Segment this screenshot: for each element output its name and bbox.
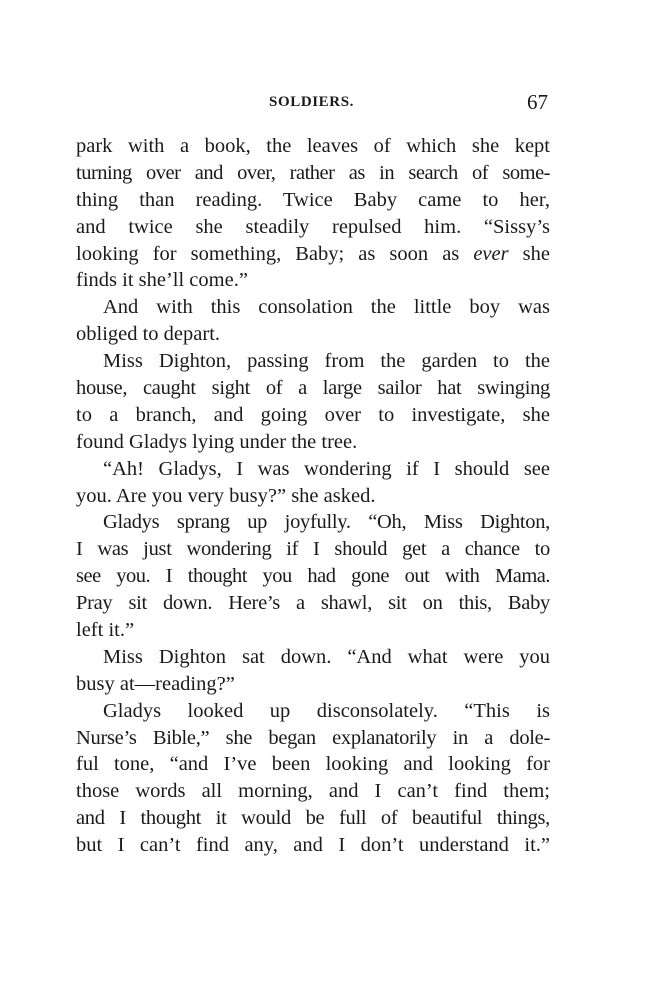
text-line: found Gladys lying under the tree. [76,430,358,453]
text-line: ful tone, “and I’ve been looking and looking for [76,753,550,776]
text-line: Gladys sprang up joyfully. “Oh, Miss Dighton, [103,511,550,534]
page-number: 67 [527,90,548,114]
text-line: house, caught sight of a large sailor hat swinging [76,377,550,400]
text-line: and twice she steadily repulsed him. “Sissy’s [76,215,550,238]
text-line: Gladys looked up disconsolately. “This is [103,699,550,722]
text-line: busy at—reading?” [76,672,235,695]
text-line: I was just wondering if I should get a chance to [76,538,550,561]
text-line: those words all morning, and I can’t find them; [76,780,550,803]
emphasized-word: ever [473,242,509,265]
text-line: left it.” [76,619,135,642]
text-line: Pray sit down. Here’s a shawl, sit on this, Baby [76,592,550,615]
text-line: Miss Dighton sat down. “And what were you [103,645,550,668]
text-line: And with this consolation the little boy was [103,296,550,319]
text-line [76,241,550,268]
running-head: SOLDIERS. [269,94,355,110]
text-line: thing than reading. Twice Baby came to her, [76,188,550,211]
text-line: turning over and over, rather as in search of some- [76,161,550,184]
page-header [76,92,550,120]
text-line: park with a book, the leaves of which she kept [76,135,550,157]
text-line: see you. I thought you had gone out with Mama. [76,565,550,588]
text-line: Miss Dighton, passing from the garden to the [103,350,550,373]
text-line: you. Are you very busy?” she asked. [76,484,376,507]
text-line: “Ah! Gladys, I was wondering if I should see [103,457,550,480]
text-line: and I thought it would be full of beautiful things, [76,807,550,830]
text-segment: looking for something, Baby; as soon as [76,242,474,265]
text-line: but I can’t find any, and I don’t understand it.” [76,834,550,857]
text-line: obliged to depart. [76,323,221,346]
body-text [76,133,550,859]
text-line: to a branch, and going over to investigate, she [76,403,550,426]
text-line: Nurse’s Bible,” she began explanatorily in a dole- [76,726,550,749]
text-segment: she [508,242,550,265]
text-line: finds it she’ll come.” [76,269,248,292]
